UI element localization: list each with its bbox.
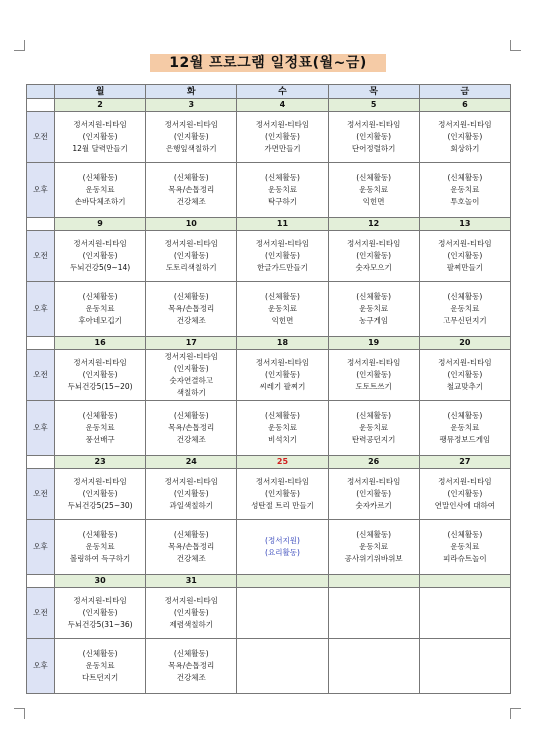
activity-line: 건강체조	[176, 673, 206, 682]
activity-line: 숫자모으기	[355, 263, 392, 272]
pm-cell	[237, 639, 328, 694]
date-cell: 23	[55, 456, 146, 469]
activity-line: (인지활동)	[173, 132, 209, 141]
am-cell	[328, 469, 419, 520]
activity-line: 정서지원-티타임	[255, 358, 310, 367]
am-row	[27, 469, 511, 520]
date-cell: 26	[328, 456, 419, 469]
activity-line: 운동치료	[267, 304, 297, 313]
activity-line: 정서지원-티타임	[346, 477, 401, 486]
activity-line: 한글가드만들기	[257, 263, 308, 272]
activity-line: 팔찌만들기	[446, 263, 483, 272]
activity-line: 후아네모깁기	[78, 316, 122, 325]
activity-line: 정서지원-티타임	[164, 477, 218, 486]
am-row	[27, 350, 511, 401]
activity-line: (인지활동)	[447, 251, 483, 260]
date-cell	[328, 575, 419, 588]
date-row	[27, 99, 511, 112]
pm-cell	[237, 163, 328, 218]
activity-line: 볼링하여 득구하기	[69, 554, 131, 563]
pm-cell	[55, 282, 146, 337]
activity-line: 과일색칠하기	[169, 501, 214, 510]
day-header-0: 월	[55, 85, 146, 99]
date-cell: 11	[237, 218, 328, 231]
crop-mark-bottom-left	[14, 708, 25, 719]
am-row	[27, 112, 511, 163]
activity-line: 두뇌건강5(31~36)	[67, 620, 133, 629]
pm-cell	[237, 520, 328, 575]
activity-line: 손바닥체조하기	[74, 197, 126, 206]
activity-line: 익힌면	[362, 197, 385, 206]
date-cell: 10	[146, 218, 237, 231]
pm-cell	[328, 401, 419, 456]
date-cell: 4	[237, 99, 328, 112]
activity-line: (신체활동)	[447, 411, 483, 420]
activity-line: 운동치료	[450, 542, 480, 551]
activity-line: (신체활동)	[265, 292, 300, 301]
activity-line: (신체활동)	[173, 649, 209, 658]
pm-cell	[55, 163, 146, 218]
date-cell: 20	[419, 337, 510, 350]
activity-line: 정서지원-티타임	[346, 358, 401, 367]
activity-line: (신체활동)	[173, 292, 209, 301]
date-row	[27, 575, 511, 588]
date-row-label	[27, 456, 55, 469]
activity-line: 정서지원-티타임	[346, 120, 401, 129]
activity-line: (신체활동)	[447, 292, 483, 301]
activity-line: 운동치료	[85, 185, 115, 194]
activity-line: (인지활동)	[447, 132, 483, 141]
activity-line: 정서지원-티타임	[255, 120, 310, 129]
activity-line: (신체활동)	[173, 411, 209, 420]
activity-line: 탄력공던지기	[351, 435, 396, 444]
date-row-label	[27, 337, 55, 350]
activity-line: 도토트쓰기	[355, 382, 392, 391]
day-header-4: 금	[419, 85, 510, 99]
activity-line: 목욕/손톱정리	[168, 661, 215, 670]
pm-cell	[146, 520, 237, 575]
pm-label-char: 오	[33, 542, 41, 551]
activity-line: 투호놀이	[450, 197, 480, 206]
pm-cell	[328, 520, 419, 575]
page-title: 12월 프로그램 일정표(월~금)	[150, 54, 386, 72]
date-cell: 27	[419, 456, 510, 469]
am-cell	[146, 588, 237, 639]
date-cell	[237, 575, 328, 588]
am-cell	[419, 588, 510, 639]
activity-line: (인지활동)	[82, 132, 118, 141]
activity-line: 정서지원-티타임	[164, 239, 218, 248]
activity-line: 철교맞추기	[446, 382, 483, 391]
activity-line: (인지활동)	[173, 608, 209, 617]
date-cell: 19	[328, 337, 419, 350]
activity-line: 익힌면	[271, 316, 294, 325]
activity-line: 정서지원-티타임	[438, 477, 492, 486]
am-cell	[237, 112, 328, 163]
activity-line: 회상하기	[450, 144, 480, 153]
activity-line: 풍선배구	[85, 435, 115, 444]
am-cell	[237, 350, 328, 401]
activity-line: 비석치기	[267, 435, 297, 444]
activity-line: 정서지원-티타임	[164, 596, 218, 605]
date-cell: 31	[146, 575, 237, 588]
activity-line: (인지활동)	[447, 489, 483, 498]
activity-line: (인지활동)	[173, 364, 209, 373]
pm-cell	[419, 163, 510, 218]
activity-line: (신체활동)	[356, 292, 392, 301]
activity-line: 정서지원-티타임	[346, 239, 401, 248]
date-cell: 5	[328, 99, 419, 112]
am-cell	[55, 469, 146, 520]
day-header-2: 수	[237, 85, 328, 99]
date-cell: 6	[419, 99, 510, 112]
activity-line: 정서지원-티타임	[73, 120, 127, 129]
activity-line: (인지활동)	[265, 251, 300, 260]
am-cell	[55, 588, 146, 639]
activity-line: (인지활동)	[356, 370, 392, 379]
am-label: 오전	[27, 588, 55, 639]
day-header-3: 목	[328, 85, 419, 99]
pm-cell	[237, 282, 328, 337]
am-cell	[146, 231, 237, 282]
am-cell	[237, 231, 328, 282]
activity-line: 목욕/손톱정리	[168, 304, 215, 313]
activity-line: (인지활동)	[265, 370, 300, 379]
date-cell: 2	[55, 99, 146, 112]
activity-line: 목욕/손톱정리	[168, 423, 215, 432]
schedule-table	[26, 84, 511, 694]
activity-line: 정서지원-티타임	[73, 477, 127, 486]
activity-line: 정서지원-티타임	[73, 596, 127, 605]
date-row-label	[27, 575, 55, 588]
activity-line: 운동치료	[450, 304, 480, 313]
date-row-label	[27, 99, 55, 112]
activity-line: (인지활동)	[356, 489, 392, 498]
activity-line: 운동치료	[85, 304, 115, 313]
pm-label-char: 후	[40, 542, 48, 551]
pm-label: 오후	[27, 163, 55, 218]
pm-cell	[237, 401, 328, 456]
activity-line: 운동치료	[359, 423, 389, 432]
activity-line: 12월 달력만들기	[72, 144, 128, 153]
activity-line: 목욕/손톱정리	[168, 185, 215, 194]
activity-line: 목욕/손톱정리	[168, 542, 215, 551]
date-row	[27, 337, 511, 350]
activity-line: 운동치료	[450, 185, 480, 194]
activity-line: (인지활동)	[82, 489, 118, 498]
activity-line: (신체활동)	[356, 411, 392, 420]
am-cell	[237, 588, 328, 639]
date-cell: 17	[146, 337, 237, 350]
activity-line: 은행잎색칠하기	[165, 144, 217, 153]
activity-line: (신체활동)	[82, 173, 118, 182]
am-label: 오전	[27, 231, 55, 282]
date-cell: 25	[237, 456, 328, 469]
pm-cell	[146, 282, 237, 337]
am-cell	[55, 231, 146, 282]
activity-line: (신체활동)	[356, 173, 392, 182]
activity-line: 고무신던지기	[443, 316, 487, 325]
activity-line: (신체활동)	[82, 411, 118, 420]
pm-label	[27, 520, 55, 575]
activity-line: 단어정렬하기	[351, 144, 396, 153]
pm-label: 오후	[27, 401, 55, 456]
am-cell	[419, 350, 510, 401]
activity-line: 연말인사에 대하여	[434, 501, 496, 510]
am-cell	[328, 350, 419, 401]
activity-line: 운동치료	[450, 423, 480, 432]
activity-line: 정서지원-티타임	[73, 358, 127, 367]
date-row-label	[27, 218, 55, 231]
activity-line: (신체활동)	[82, 292, 118, 301]
pm-row	[27, 520, 511, 575]
activity-line: (인지활동)	[82, 251, 118, 260]
activity-line: (인지활동)	[173, 251, 209, 260]
activity-line: 정서지원-티타임	[73, 239, 127, 248]
activity-line: 운동치료	[85, 542, 115, 551]
am-row	[27, 588, 511, 639]
activity-line: (신체활동)	[265, 173, 300, 182]
pm-cell	[55, 639, 146, 694]
am-cell	[419, 112, 510, 163]
activity-line: 팽뮤정보드게임	[439, 435, 491, 444]
pm-label: 오후	[27, 282, 55, 337]
am-cell	[146, 469, 237, 520]
pm-cell	[328, 282, 419, 337]
activity-line: 정서지원-티타임	[164, 120, 218, 129]
activity-line: 운동치료	[267, 423, 297, 432]
activity-line: (인지활동)	[82, 608, 118, 617]
am-cell	[237, 469, 328, 520]
am-cell	[328, 231, 419, 282]
activity-line: 숫자카르기	[355, 501, 392, 510]
activity-line: 공사위기위바위보	[344, 554, 403, 563]
activity-line: (신체활동)	[173, 173, 209, 182]
activity-line: (인지활동)	[356, 132, 392, 141]
activity-line: (신체활동)	[173, 530, 209, 539]
activity-line: (인지활동)	[356, 251, 392, 260]
activity-line: (요리활동)	[265, 548, 300, 557]
date-row	[27, 218, 511, 231]
activity-line: 정서지원-티타임	[164, 352, 218, 361]
activity-line: 제렴색칠하기	[169, 620, 214, 629]
activity-line: 피라슈트놀이	[443, 554, 487, 563]
date-cell: 3	[146, 99, 237, 112]
am-cell	[55, 112, 146, 163]
activity-line: 숫자연결하고	[169, 376, 214, 385]
am-cell	[55, 350, 146, 401]
activity-line: 운동치료	[85, 423, 115, 432]
date-cell: 16	[55, 337, 146, 350]
am-cell	[328, 588, 419, 639]
date-row	[27, 456, 511, 469]
day-header-row	[27, 85, 511, 99]
pm-row	[27, 163, 511, 218]
am-cell	[419, 469, 510, 520]
am-cell	[328, 112, 419, 163]
am-cell	[419, 231, 510, 282]
pm-row	[27, 639, 511, 694]
activity-line: (신체활동)	[265, 411, 300, 420]
pm-cell	[328, 639, 419, 694]
am-cell	[146, 350, 237, 401]
activity-line: 정서지원-티타임	[255, 239, 310, 248]
crop-mark-bottom-right	[510, 708, 521, 719]
pm-label: 오후	[27, 639, 55, 694]
activity-line: 운동치료	[267, 185, 297, 194]
activity-line: 탁구하기	[267, 197, 297, 206]
activity-line: 가면만들기	[264, 144, 301, 153]
activity-line: 두뇌건강5(15~20)	[67, 382, 133, 391]
date-cell: 18	[237, 337, 328, 350]
date-cell	[419, 575, 510, 588]
pm-cell	[419, 520, 510, 575]
pm-row	[27, 282, 511, 337]
pm-cell	[146, 163, 237, 218]
activity-line: 두뇌건강5(9~14)	[69, 263, 131, 272]
pm-cell	[419, 639, 510, 694]
activity-line: (인지활동)	[82, 370, 118, 379]
am-row	[27, 231, 511, 282]
crop-mark-top-right	[510, 40, 521, 51]
pm-cell	[55, 520, 146, 575]
activity-line: (신체활동)	[447, 530, 483, 539]
activity-line: 정서지원-티타임	[438, 239, 492, 248]
am-label: 오전	[27, 350, 55, 401]
am-cell	[146, 112, 237, 163]
activity-line: (인지활동)	[265, 132, 300, 141]
activity-line: 건강체조	[176, 554, 206, 563]
activity-line: (인지활동)	[447, 370, 483, 379]
date-cell: 13	[419, 218, 510, 231]
pm-cell	[146, 639, 237, 694]
activity-line: (정서지원)	[265, 536, 300, 545]
date-cell: 30	[55, 575, 146, 588]
activity-line: 운동치료	[85, 661, 115, 670]
activity-line: 정서지원-티타임	[438, 120, 492, 129]
activity-line: 운동치료	[359, 542, 389, 551]
activity-line: 씨레기 팔찌기	[259, 382, 306, 391]
activity-line: (신체활동)	[356, 530, 392, 539]
pm-cell	[328, 163, 419, 218]
crop-mark-top-left	[14, 40, 25, 51]
activity-line: 건강체조	[176, 316, 206, 325]
activity-line: 건강체조	[176, 197, 206, 206]
pm-cell	[419, 282, 510, 337]
date-cell: 24	[146, 456, 237, 469]
activity-line: (신체활동)	[447, 173, 483, 182]
activity-line: 건강체조	[176, 435, 206, 444]
pm-row	[27, 401, 511, 456]
am-label: 오전	[27, 469, 55, 520]
activity-line: 색칠하기	[176, 388, 206, 397]
date-cell: 9	[55, 218, 146, 231]
activity-line: 정서지원-티타임	[255, 477, 310, 486]
date-cell: 12	[328, 218, 419, 231]
activity-line: 운동치료	[359, 185, 389, 194]
pm-cell	[419, 401, 510, 456]
am-label: 오전	[27, 112, 55, 163]
activity-line: 도토리색칠하기	[165, 263, 217, 272]
activity-line: 성탄절 트리 만들기	[251, 501, 314, 510]
activity-line: 두뇌건강5(25~30)	[67, 501, 133, 510]
activity-line: (인지활동)	[265, 489, 300, 498]
activity-line: (인지활동)	[173, 489, 209, 498]
activity-line: 운동치료	[359, 304, 389, 313]
activity-line: 농구게임	[359, 316, 389, 325]
activity-line: (신체활동)	[82, 530, 118, 539]
activity-line: (신체활동)	[82, 649, 118, 658]
pm-cell	[55, 401, 146, 456]
activity-line: 정서지원-티타임	[438, 358, 492, 367]
day-header-1: 화	[146, 85, 237, 99]
header-corner	[27, 85, 55, 99]
activity-line: 다트던지기	[81, 673, 119, 682]
pm-cell	[146, 401, 237, 456]
